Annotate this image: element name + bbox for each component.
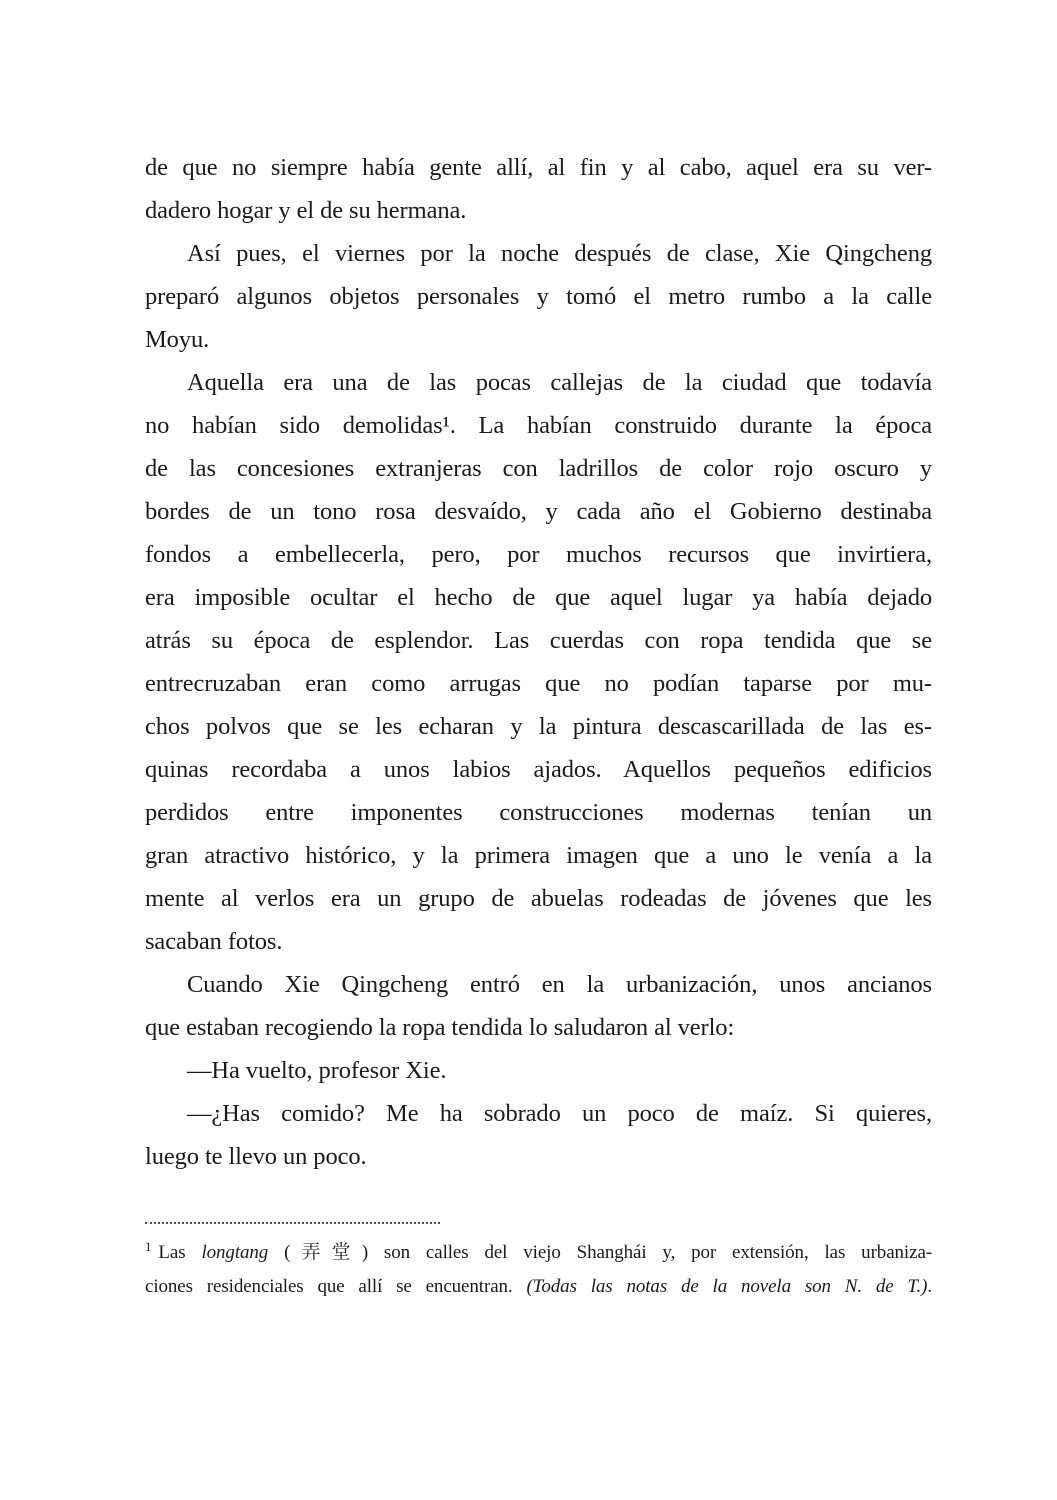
text-line: dadero hogar y el de su hermana. xyxy=(145,197,467,224)
paragraph xyxy=(145,361,932,963)
paragraph xyxy=(145,232,932,361)
paragraph xyxy=(145,1049,932,1092)
footnote-text: ciones residenciales que allí se encuentran. xyxy=(145,1276,527,1297)
text-line: atrás su época de esplendor. Las cuerdas con ropa tendida que se xyxy=(145,627,932,654)
text-line: entrecruzaban eran como arrugas que no podían taparse por mu- xyxy=(145,670,932,697)
footnote-text: Las xyxy=(158,1242,202,1263)
text-line: perdidos entre imponentes construcciones modernas tenían un xyxy=(145,799,932,826)
body-text xyxy=(145,146,932,1178)
footnote-note-italic: (Todas las notas de la novela son N. de T.) xyxy=(526,1276,928,1297)
paragraph xyxy=(145,963,932,1049)
text-line: era imposible ocultar el hecho de que aquel lugar ya había dejado xyxy=(145,584,932,611)
footnote-line xyxy=(145,1270,932,1304)
dialogue-line: —Ha vuelto, profesor Xie. xyxy=(187,1057,447,1084)
text-line: gran atractivo histórico, y la primera imagen que a uno le venía a la xyxy=(145,842,932,869)
footnote-text: (弄堂) son calles del viejo Shanghái y, por extensión, las urbaniza- xyxy=(268,1242,932,1263)
text-line: preparó algunos objetos personales y tomó el metro rumbo a la calle xyxy=(145,283,932,310)
text-line: bordes de un tono rosa desvaído, y cada año el Gobierno destinaba xyxy=(145,498,932,525)
footnote-marker: 1 xyxy=(145,1238,152,1254)
text-line: Aquella era una de las pocas callejas de la ciudad que todavía xyxy=(187,369,932,396)
text-line-with-footnote-ref: no habían sido demolidas¹. La habían construido durante la época xyxy=(145,412,932,439)
text-line: Así pues, el viernes por la noche después de clase, Xie Qingcheng xyxy=(187,240,932,267)
text-line: mente al verlos era un grupo de abuelas rodeadas de jóvenes que les xyxy=(145,885,932,912)
text-line: de las concesiones extranjeras con ladrillos de color rojo oscuro y xyxy=(145,455,932,482)
footnote-line xyxy=(145,1236,932,1270)
text-line: chos polvos que se les echaran y la pintura descascarillada de las es- xyxy=(145,713,932,740)
text-line: quinas recordaba a unos labios ajados. Aquellos pequeños edificios xyxy=(145,756,932,783)
text-line: Moyu. xyxy=(145,326,210,353)
paragraph xyxy=(145,146,932,232)
footnote-term-italic: longtang xyxy=(201,1242,269,1263)
text-line: que estaban recogiendo la ropa tendida lo saludaron al verlo: xyxy=(145,1014,735,1041)
text-line: Cuando Xie Qingcheng entró en la urbanización, unos ancianos xyxy=(187,971,932,998)
text-line: fondos a embellecerla, pero, por muchos recursos que invirtiera, xyxy=(145,541,932,568)
footnote xyxy=(145,1236,932,1304)
page-content xyxy=(145,146,932,1304)
text-line: sacaban fotos. xyxy=(145,928,283,955)
dialogue-line: —¿Has comido? Me ha sobrado un poco de maíz. Si quieres, xyxy=(187,1100,932,1127)
text-line: luego te llevo un poco. xyxy=(145,1143,367,1170)
text-line: de que no siempre había gente allí, al fin y al cabo, aquel era su ver- xyxy=(145,154,932,181)
footnote-separator xyxy=(145,1222,440,1224)
paragraph xyxy=(145,1092,932,1178)
footnote-text: . xyxy=(927,1276,932,1297)
